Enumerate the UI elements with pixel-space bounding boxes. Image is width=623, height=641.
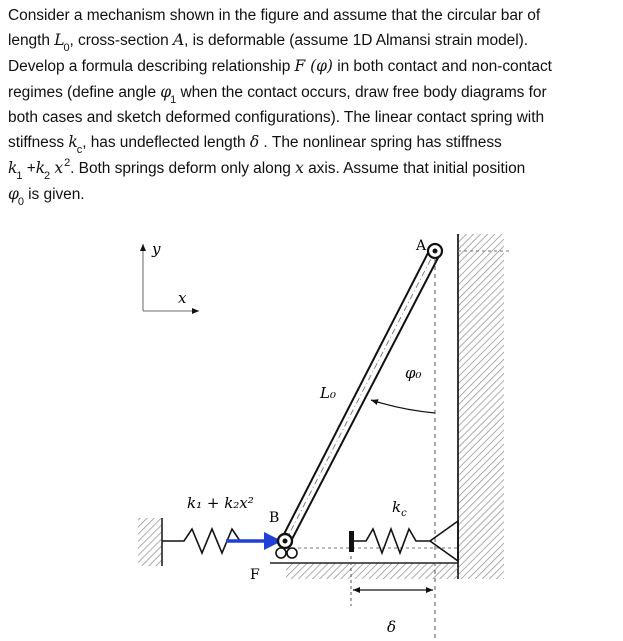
text-segment: axis. Assume that initial position [308, 160, 526, 178]
ground-hatch [286, 563, 458, 579]
roller-right [287, 548, 297, 558]
deformable-bar [281, 249, 440, 545]
point-b-label: B [269, 510, 280, 526]
subscript: 0 [17, 196, 24, 209]
roller-left [276, 548, 286, 558]
pin-a [415, 238, 442, 258]
bar-centerline [285, 251, 435, 542]
left-support-hatch [138, 518, 162, 566]
symbol-L: L [54, 31, 65, 50]
text-segment: , cross-section [69, 32, 169, 50]
phi0-label: φ₀ [405, 364, 422, 382]
point-a-label: A [416, 238, 427, 254]
kc-sub: c [401, 508, 407, 519]
symbol-x: x [54, 159, 64, 178]
text-segment: . Both springs deform only along [70, 160, 291, 178]
delta-label: δ [387, 618, 397, 636]
bar-outline-right [289, 254, 440, 545]
symbol-delta: δ [249, 133, 260, 152]
text-segment: when the contact occurs, draw free body diagrams for [180, 83, 547, 101]
text-segment: length [8, 32, 50, 50]
subscript: 2 [44, 170, 51, 183]
right-wall [458, 234, 510, 579]
axis-y-label: y [152, 240, 161, 258]
symbol-phi: φ [8, 185, 19, 204]
nonlinear-spring [162, 494, 254, 553]
symbol-k2: k [35, 159, 46, 178]
subscript: 0 [63, 42, 70, 55]
contact-plate [349, 531, 354, 552]
text-segment: Develop a formula describing relationship [8, 58, 291, 76]
angle-arc [371, 400, 435, 413]
text-segment: both cases and sketch deformed configurations). The linear contact spring with [8, 108, 545, 126]
plus-sign: + [26, 160, 36, 178]
symbol-k1: k [8, 159, 18, 178]
symbol-phi: φ [160, 82, 172, 101]
text-segment: is given. [28, 186, 85, 204]
coordinate-axes [143, 240, 199, 311]
contact-spring [349, 498, 458, 561]
text-segment: , is deformable (assume 1D Almansi strain model). [184, 32, 528, 50]
text-segment: Consider a mechanism shown in the figure and assume that the circular bar of [8, 7, 541, 24]
contact-spring-coil [354, 521, 458, 561]
pin-b-inner [283, 539, 288, 544]
axis-x-label: x [178, 289, 187, 307]
left-support [138, 518, 162, 566]
subscript: 1 [16, 170, 23, 183]
pin-a-inner [433, 249, 438, 254]
subscript: c [76, 144, 83, 157]
text-segment: , has undeflected length [82, 134, 246, 152]
symbol-x: x [295, 159, 304, 178]
symbol-F-phi: F (φ) [294, 57, 333, 76]
bar-outline-left [281, 249, 430, 540]
text-segment: regimes (define angle [8, 83, 157, 101]
text-segment: stiffness [8, 134, 65, 152]
force-label: F [250, 567, 260, 583]
superscript: 2 [64, 157, 71, 170]
symbol-k: k [68, 133, 78, 152]
wall-hatch [458, 234, 504, 579]
ground [270, 548, 458, 579]
kc-label: $k_c$ [392, 498, 407, 519]
l0-label: L₀ [320, 384, 336, 402]
text-segment: in both contact and non-contact [337, 58, 552, 76]
angle-phi0 [371, 258, 435, 641]
nonlinear-spring-label: k₁ + k₂x² [187, 494, 254, 512]
subscript: 1 [170, 93, 177, 106]
force-arrow [226, 532, 282, 583]
text-segment: . The nonlinear spring has stiffness [263, 134, 502, 152]
symbol-A: A [172, 31, 185, 50]
